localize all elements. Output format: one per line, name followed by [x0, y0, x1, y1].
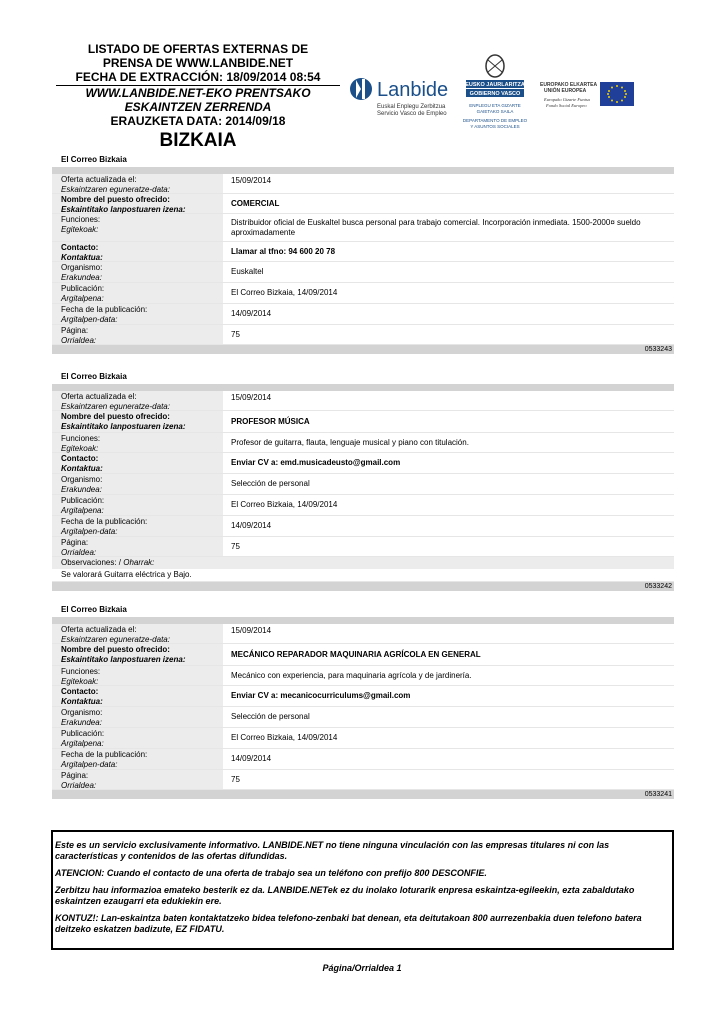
- offer-pub-date: 14/09/2014: [231, 754, 272, 763]
- offer-updated: 15/09/2014: [231, 393, 272, 402]
- svg-text:EUROPAKO ELKARTEA: EUROPAKO ELKARTEA: [540, 82, 598, 88]
- svg-text:Y ASUNTOS SOCIALES: Y ASUNTOS SOCIALES: [470, 124, 520, 129]
- offer-source: El Correo Bizkaia: [61, 372, 127, 381]
- offer-reference: 0533241: [52, 790, 674, 799]
- offer-publication: El Correo Bizkaia, 14/09/2014: [231, 500, 338, 509]
- extraction-date: FECHA DE EXTRACCIÓN: 18/09/2014 08:54: [75, 70, 321, 84]
- eu-social-fund-logo: [540, 80, 636, 114]
- svg-text:Servicio Vasco de Empleo: Servicio Vasco de Empleo: [377, 111, 447, 117]
- offer-organism: Selección de personal: [231, 479, 310, 488]
- row-updated: Oferta actualizada el: Eskaintzaren eguneratze-data: 15/09/2014: [52, 624, 674, 644]
- svg-text:Fondo Social Europeo: Fondo Social Europeo: [546, 103, 587, 108]
- offer-reference: 0533242: [52, 582, 674, 591]
- job-offer: [52, 605, 674, 799]
- offer-pub-date: 14/09/2014: [231, 309, 272, 318]
- offer-publication: El Correo Bizkaia, 14/09/2014: [231, 733, 338, 742]
- row-updated: Oferta actualizada el: Eskaintzaren eguneratze-data: 15/09/2014: [52, 391, 674, 411]
- job-offer: [52, 155, 674, 354]
- row-pub-date: Fecha de la publicación: Argitalpen-data: 14/09/2014: [52, 516, 674, 537]
- offer-position: COMERCIAL: [231, 198, 280, 208]
- row-organism: Organismo: Erakundea: Euskaltel: [52, 262, 674, 283]
- row-page: Página: Orrialdea: 75: [52, 325, 674, 345]
- row-position: Nombre del puesto ofrecido: Eskaintitako lanpostuaren izena: PROFESOR MÚSICA: [52, 411, 674, 433]
- offer-functions: Profesor de guitarra, flauta, lenguaje musical y piano con titulación.: [231, 437, 469, 447]
- row-pub-date: Fecha de la publicación: Argitalpen-data: 14/09/2014: [52, 749, 674, 770]
- disclaimer-eu: Zerbitzu hau informazioa emateko besterik ez da. LANBIDE.NETek ez du inolako loturarik enpresa eskaintza-egileekin, ezta zabaldutako eskaintzen ezaugarri eta edukiekin ere.: [55, 885, 635, 906]
- svg-text:Europako Gizarte Funtsa: Europako Gizarte Funtsa: [544, 97, 590, 102]
- offer-reference: 0533243: [52, 345, 674, 354]
- job-offer: [52, 372, 674, 591]
- offer-publication: El Correo Bizkaia, 14/09/2014: [231, 288, 338, 297]
- offer-source: El Correo Bizkaia: [61, 605, 127, 614]
- offer-position: MECÁNICO REPARADOR MAQUINARIA AGRÍCOLA EN GENERAL: [231, 649, 481, 659]
- offer-page: 75: [231, 541, 240, 551]
- offer-updated: 15/09/2014: [231, 626, 272, 635]
- offer-top-bar: [52, 384, 674, 391]
- row-updated: Oferta actualizada el: Eskaintzaren eguneratze-data: 15/09/2014: [52, 174, 674, 194]
- lanbide-wordmark: Lanbide: [377, 79, 449, 101]
- svg-text:GAIETAKO SAILA: GAIETAKO SAILA: [476, 109, 514, 114]
- province-title: BIZKAIA: [159, 130, 237, 151]
- row-functions: Funciones: Egitekoak: Profesor de guitarra, flauta, lenguaje musical y piano con titulación.: [52, 433, 674, 453]
- row-functions: Funciones: Egitekoak: Distribuidor oficial de Euskaltel busca personal para trabajo comercial. Incorporación inmediata. 1500-2000¤ sueldo aproximadamente: [52, 214, 674, 242]
- row-contact: Contacto: Kontaktua: Enviar CV a: mecanicocurriculums@gmail.com: [52, 686, 674, 707]
- row-publication: Publicación: Argitalpena: El Correo Bizkaia, 14/09/2014: [52, 283, 674, 304]
- page-number: Página/Orrialdea 1: [322, 963, 402, 973]
- row-page: Página: Orrialdea: 75: [52, 770, 674, 790]
- row-contact: Contacto: Kontaktua: Llamar al tfno: 94 600 20 78: [52, 242, 674, 262]
- offer-top-bar: [52, 167, 674, 174]
- offer-functions: Mecánico con experiencia, para maquinaria agrícola y de jardinería.: [231, 670, 472, 680]
- offer-functions: Distribuidor oficial de Euskaltel busca personal para trabajo comercial. Incorporación inmediata. 1500-2000¤ sueldo aproximadamente: [231, 217, 641, 237]
- row-organism: Organismo: Erakundea: Selección de personal: [52, 474, 674, 495]
- offer-organism: Euskaltel: [231, 267, 264, 276]
- offer-page: 75: [231, 329, 240, 339]
- offer-contact: Enviar CV a: emd.musicadeusto@gmail.com: [231, 458, 401, 467]
- offer-page: 75: [231, 774, 240, 784]
- row-functions: Funciones: Egitekoak: Mecánico con experiencia, para maquinaria agrícola y de jardinería.: [52, 666, 674, 686]
- svg-text:Euskal Enplegu Zerbitzua: Euskal Enplegu Zerbitzua: [377, 104, 446, 110]
- offer-updated: 15/09/2014: [231, 176, 272, 185]
- svg-text:UNIÓN EUROPEA: UNIÓN EUROPEA: [544, 88, 587, 94]
- row-contact: Contacto: Kontaktua: Enviar CV a: emd.musicadeusto@gmail.com: [52, 453, 674, 474]
- svg-text:GOBIERNO VASCO: GOBIERNO VASCO: [469, 91, 521, 97]
- offer-contact: Llamar al tfno: 94 600 20 78: [231, 246, 336, 256]
- row-organism: Organismo: Erakundea: Selección de personal: [52, 707, 674, 728]
- row-publication: Publicación: Argitalpena: El Correo Bizkaia, 14/09/2014: [52, 728, 674, 749]
- row-pub-date: Fecha de la publicación: Argitalpen-data: 14/09/2014: [52, 304, 674, 325]
- disclaimer-box: [51, 830, 674, 950]
- warning-es: ATENCION: Cuando el contacto de una oferta de trabajo sea un teléfono con prefijo 800 DESCONFIE.: [55, 868, 487, 878]
- offer-observations: Se valorará Guitarra eléctrica y Bajo.: [52, 569, 674, 582]
- document-header: [56, 42, 340, 152]
- disclaimer-es: Este es un servicio exclusivamente informativo. LANBIDE.NET no tiene ninguna vinculación con las empresas titulares ni con las características y contenidos de las ofertas difundidas.: [55, 840, 610, 861]
- offer-position: PROFESOR MÚSICA: [231, 416, 310, 426]
- svg-text:EUSKO JAURLARITZA: EUSKO JAURLARITZA: [465, 82, 525, 88]
- header-line-5: ESKAINTZEN ZERRENDA: [124, 100, 272, 114]
- observations-label: Observaciones: / Oharrak:: [52, 557, 674, 569]
- svg-text:ENPLEGU ETA GIZARTE: ENPLEGU ETA GIZARTE: [469, 103, 521, 108]
- gobierno-vasco-logo: [462, 52, 528, 138]
- row-position: Nombre del puesto ofrecido: Eskaintitako lanpostuaren izena: MECÁNICO REPARADOR MAQUINARIA AGRÍCOLA EN GENERAL: [52, 644, 674, 666]
- offer-top-bar: [52, 617, 674, 624]
- header-line-1: LISTADO DE OFERTAS EXTERNAS DE: [87, 42, 309, 56]
- offer-pub-date: 14/09/2014: [231, 521, 272, 530]
- offer-organism: Selección de personal: [231, 712, 310, 721]
- offer-source: El Correo Bizkaia: [61, 155, 127, 164]
- row-position: Nombre del puesto ofrecido: Eskaintitako lanpostuaren izena: COMERCIAL: [52, 194, 674, 214]
- header-line-2: PRENSA DE WWW.LANBIDE.NET: [102, 56, 294, 70]
- header-line-4: WWW.LANBIDE.NET-EKO PRENTSAKO: [85, 86, 311, 100]
- row-publication: Publicación: Argitalpena: El Correo Bizkaia, 14/09/2014: [52, 495, 674, 516]
- lanbide-logo: [349, 74, 449, 120]
- extraction-date-eu: ERAUZKETA DATA: 2014/09/18: [110, 114, 286, 128]
- svg-text:DEPARTAMENTO DE EMPLEO: DEPARTAMENTO DE EMPLEO: [462, 118, 528, 123]
- warning-eu: KONTUZ!: Lan-eskaintza baten kontaktatzeko bidea telefono-zenbaki bat denean, eta deitutakoan 800 aurrezenbakia duen telefono batera deitzeko eskatzen badizute, EZ FIDATU.: [55, 913, 642, 934]
- row-page: Página: Orrialdea: 75: [52, 537, 674, 557]
- offer-contact: Enviar CV a: mecanicocurriculums@gmail.com: [231, 691, 411, 700]
